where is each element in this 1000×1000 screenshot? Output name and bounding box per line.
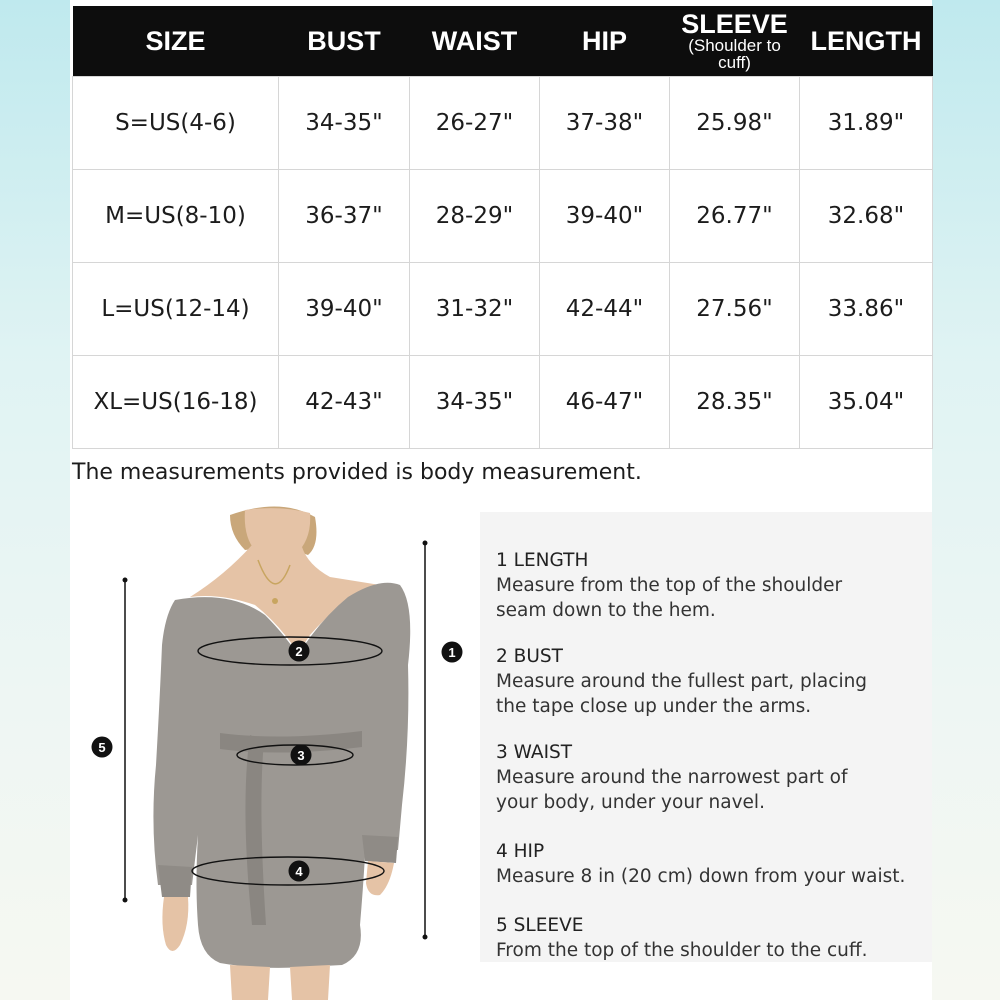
header-sleeve-label: SLEEVE	[681, 9, 788, 40]
marker-2	[289, 641, 310, 662]
table-row	[73, 356, 933, 449]
instruction-hip	[496, 839, 926, 889]
sleeve-measure-cap-bottom	[123, 898, 128, 903]
header-length: LENGTH	[800, 6, 933, 77]
sleeve-measure-cap-top	[123, 578, 128, 583]
left-hand	[162, 897, 188, 951]
instruction-text: From the top of the shoulder to the cuff.	[496, 940, 868, 961]
marker-5	[92, 737, 113, 758]
instruction-title: 4 HIP	[496, 841, 545, 862]
size-chart-table	[72, 6, 933, 449]
table-cell-sleeve: 27.56"	[670, 263, 800, 356]
necklace-pendant	[272, 598, 278, 604]
instruction-text: Measure around the narrowest part of	[496, 767, 848, 788]
sleeve-cuff-right	[362, 835, 398, 863]
table-header-row	[73, 6, 933, 77]
table-row	[73, 77, 933, 170]
table-cell-size: XL=US(16-18)	[73, 356, 279, 449]
table-cell-size: M=US(8-10)	[73, 170, 279, 263]
length-measure-cap-bottom	[423, 935, 428, 940]
table-cell-waist: 31-32"	[410, 263, 540, 356]
marker-1	[442, 642, 463, 663]
instruction-text: Measure around the fullest part, placing	[496, 671, 868, 692]
model-legs	[230, 965, 330, 1000]
svg-text:2: 2	[295, 644, 303, 659]
table-cell-length: 33.86"	[800, 263, 933, 356]
sleeve-cuff-left	[158, 865, 192, 897]
svg-text:4: 4	[295, 864, 303, 879]
measurement-diagram	[80, 505, 480, 1000]
header-waist: WAIST	[410, 6, 540, 77]
table-cell-sleeve: 26.77"	[670, 170, 800, 263]
table-cell-bust: 34-35"	[279, 77, 410, 170]
table-cell-sleeve: 28.35"	[670, 356, 800, 449]
measurement-note: The measurements provided is body measurement.	[72, 460, 642, 485]
sweater	[153, 583, 410, 968]
header-hip: HIP	[540, 6, 670, 77]
header-sleeve	[670, 6, 800, 77]
header-sleeve-sub: (Shoulder to cuff)	[688, 36, 781, 72]
svg-text:5: 5	[98, 740, 106, 755]
table-cell-bust: 39-40"	[279, 263, 410, 356]
instruction-waist	[496, 740, 926, 815]
table-cell-waist: 28-29"	[410, 170, 540, 263]
marker-4	[289, 861, 310, 882]
instruction-text: Measure 8 in (20 cm) down from your waist.	[496, 866, 906, 887]
table-cell-hip: 37-38"	[540, 77, 670, 170]
table-cell-bust: 36-37"	[279, 170, 410, 263]
instruction-text: Measure from the top of the shoulder	[496, 575, 843, 596]
header-size: SIZE	[73, 6, 279, 77]
table-cell-hip: 39-40"	[540, 170, 670, 263]
instruction-text: seam down to the hem.	[496, 600, 716, 621]
table-cell-size: S=US(4-6)	[73, 77, 279, 170]
table-cell-hip: 42-44"	[540, 263, 670, 356]
instruction-title: 5 SLEEVE	[496, 915, 584, 936]
instruction-length	[496, 548, 926, 623]
table-cell-length: 31.89"	[800, 77, 933, 170]
instruction-text: the tape close up under the arms.	[496, 696, 812, 717]
header-bust: BUST	[279, 6, 410, 77]
table-cell-sleeve: 25.98"	[670, 77, 800, 170]
marker-3	[291, 745, 312, 766]
instruction-title: 2 BUST	[496, 646, 563, 667]
table-cell-hip: 46-47"	[540, 356, 670, 449]
table-row	[73, 263, 933, 356]
table-cell-size: L=US(12-14)	[73, 263, 279, 356]
table-row	[73, 170, 933, 263]
length-measure-cap-top	[423, 541, 428, 546]
table-cell-length: 32.68"	[800, 170, 933, 263]
instruction-text: your body, under your navel.	[496, 792, 765, 813]
svg-text:1: 1	[448, 645, 456, 660]
table-cell-bust: 42-43"	[279, 356, 410, 449]
instruction-bust	[496, 644, 926, 719]
table-cell-waist: 26-27"	[410, 77, 540, 170]
instruction-sleeve	[496, 913, 926, 963]
measurement-instructions	[480, 512, 932, 962]
table-cell-length: 35.04"	[800, 356, 933, 449]
instruction-title: 3 WAIST	[496, 742, 573, 763]
table-cell-waist: 34-35"	[410, 356, 540, 449]
svg-text:3: 3	[297, 748, 305, 763]
instruction-title: 1 LENGTH	[496, 550, 589, 571]
